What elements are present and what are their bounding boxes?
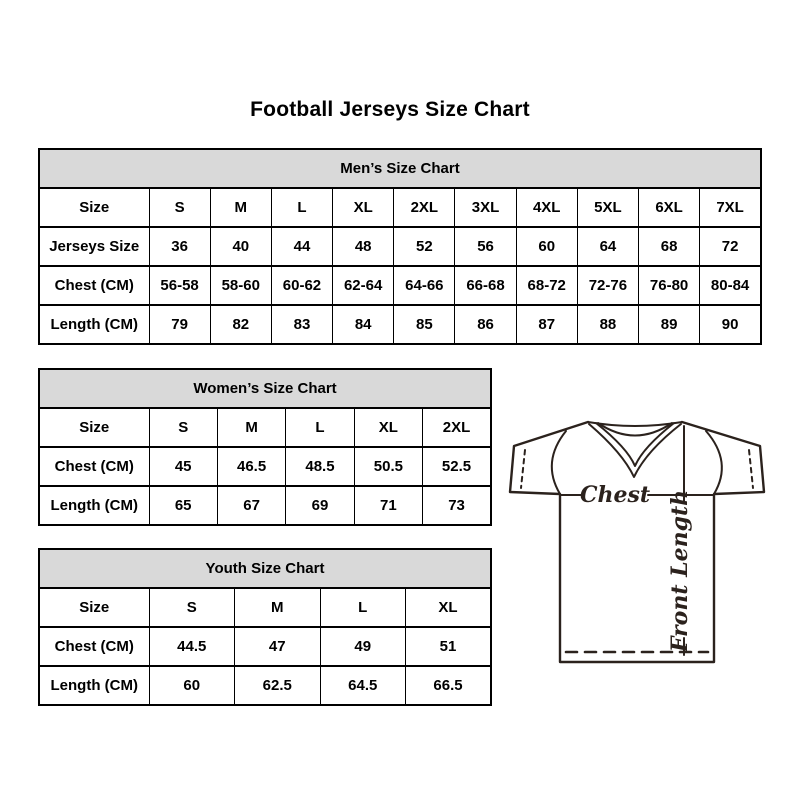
table-cell: L	[320, 588, 406, 627]
row-label: Size	[39, 588, 149, 627]
table-cell: 51	[406, 627, 492, 666]
table-cell: M	[217, 408, 285, 447]
table-cell: 2XL	[394, 188, 455, 227]
table-cell: 83	[271, 305, 332, 344]
table-cell: 58-60	[210, 266, 271, 305]
table-cell: 62-64	[333, 266, 394, 305]
table-cell: 73	[423, 486, 491, 525]
row-label: Length (CM)	[39, 666, 149, 705]
table-cell: 66.5	[406, 666, 492, 705]
mens-size-table	[38, 148, 762, 345]
table-cell: 68	[639, 227, 700, 266]
page-title: Football Jerseys Size Chart	[250, 98, 530, 121]
row-label: Size	[39, 408, 149, 447]
chest-label: Chest	[579, 482, 651, 508]
table-cell: 65	[149, 486, 217, 525]
table-cell: 86	[455, 305, 516, 344]
table-cell: 60	[516, 227, 577, 266]
table-row	[39, 188, 761, 227]
youth-table-title: Youth Size Chart	[39, 549, 491, 588]
table-cell: 82	[210, 305, 271, 344]
table-cell: 3XL	[455, 188, 516, 227]
table-header-row	[39, 549, 491, 588]
table-row	[39, 305, 761, 344]
front-length-label: Front Length	[667, 489, 693, 653]
table-cell: 46.5	[217, 447, 285, 486]
table-cell: 47	[235, 627, 321, 666]
table-row	[39, 266, 761, 305]
table-row	[39, 666, 491, 705]
table-cell: 76-80	[639, 266, 700, 305]
table-header-row	[39, 369, 491, 408]
table-cell: 2XL	[423, 408, 491, 447]
table-cell: 60	[149, 666, 235, 705]
table-cell: 69	[286, 486, 354, 525]
mens-table-title: Men’s Size Chart	[39, 149, 761, 188]
table-cell: XL	[406, 588, 492, 627]
table-cell: S	[149, 588, 235, 627]
table-cell: L	[271, 188, 332, 227]
table-cell: 56-58	[149, 266, 210, 305]
jersey-armhole-right	[706, 431, 722, 494]
table-cell: S	[149, 188, 210, 227]
table-cell: 60-62	[271, 266, 332, 305]
table-cell: 4XL	[516, 188, 577, 227]
row-label: Length (CM)	[39, 305, 149, 344]
youth-size-table	[38, 548, 492, 706]
table-cell: 40	[210, 227, 271, 266]
table-cell: 72	[700, 227, 761, 266]
table-cell: 68-72	[516, 266, 577, 305]
table-cell: L	[286, 408, 354, 447]
table-cell: M	[210, 188, 271, 227]
table-cell: 88	[577, 305, 638, 344]
table-cell: 85	[394, 305, 455, 344]
table-cell: 6XL	[639, 188, 700, 227]
table-cell: 48.5	[286, 447, 354, 486]
table-cell: XL	[354, 408, 422, 447]
table-cell: 64-66	[394, 266, 455, 305]
jersey-vneck-outer	[589, 424, 681, 477]
table-cell: 45	[149, 447, 217, 486]
table-header-row	[39, 149, 761, 188]
table-cell: 52.5	[423, 447, 491, 486]
table-cell: 44	[271, 227, 332, 266]
table-cell: 5XL	[577, 188, 638, 227]
jersey-cuff-dash-right	[749, 450, 753, 488]
table-cell: 56	[455, 227, 516, 266]
womens-size-table	[38, 368, 492, 526]
table-cell: 36	[149, 227, 210, 266]
jersey-cuff-dash-left	[521, 450, 525, 488]
table-cell: 67	[217, 486, 285, 525]
table-cell: 64.5	[320, 666, 406, 705]
table-cell: 64	[577, 227, 638, 266]
row-label: Length (CM)	[39, 486, 149, 525]
row-label: Chest (CM)	[39, 627, 149, 666]
table-cell: S	[149, 408, 217, 447]
row-label: Chest (CM)	[39, 447, 149, 486]
table-cell: 79	[149, 305, 210, 344]
row-label: Size	[39, 188, 149, 227]
table-cell: 52	[394, 227, 455, 266]
table-cell: 50.5	[354, 447, 422, 486]
table-cell: 44.5	[149, 627, 235, 666]
table-row	[39, 447, 491, 486]
table-cell: XL	[333, 188, 394, 227]
jersey-outline	[510, 422, 764, 662]
womens-table-title: Women’s Size Chart	[39, 369, 491, 408]
table-cell: 90	[700, 305, 761, 344]
table-cell: 7XL	[700, 188, 761, 227]
table-cell: M	[235, 588, 321, 627]
table-cell: 62.5	[235, 666, 321, 705]
table-cell: 84	[333, 305, 394, 344]
table-row	[39, 627, 491, 666]
table-row	[39, 486, 491, 525]
table-cell: 87	[516, 305, 577, 344]
table-cell: 49	[320, 627, 406, 666]
table-row	[39, 588, 491, 627]
table-cell: 48	[333, 227, 394, 266]
table-cell: 80-84	[700, 266, 761, 305]
row-label: Jerseys Size	[39, 227, 149, 266]
table-row	[39, 408, 491, 447]
jersey-armhole-left	[552, 431, 566, 494]
table-cell: 72-76	[577, 266, 638, 305]
table-row	[39, 227, 761, 266]
row-label: Chest (CM)	[39, 266, 149, 305]
table-cell: 71	[354, 486, 422, 525]
jersey-measurement-diagram	[498, 406, 772, 670]
table-cell: 66-68	[455, 266, 516, 305]
table-cell: 89	[639, 305, 700, 344]
